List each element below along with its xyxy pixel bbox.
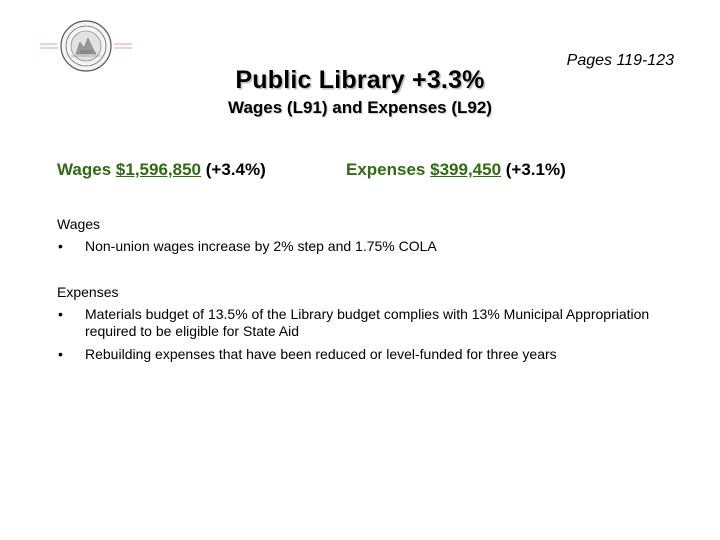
list-item <box>57 306 657 340</box>
list-item <box>57 238 657 255</box>
expenses-summary-label: Expenses <box>346 160 426 179</box>
wages-summary-amount: $1,596,850 <box>115 160 201 179</box>
expenses-section-title: Expenses <box>57 284 119 300</box>
list-item-text: Non-union wages increase by 2% step and 1.75% COLA <box>85 238 437 254</box>
expenses-summary-change: (+3.1%) <box>505 160 566 179</box>
bullet-icon: • <box>58 306 63 322</box>
wages-section-title: Wages <box>57 216 101 232</box>
expenses-bullet-list <box>57 306 657 369</box>
slide-subtitle: Wages (L91) and Expenses (L92) <box>228 98 492 117</box>
wages-bullet-list <box>57 238 657 261</box>
expenses-summary-amount: $399,450 <box>430 160 502 179</box>
wages-summary-label: Wages <box>57 160 112 179</box>
list-item-text: Materials budget of 13.5% of the Library budget complies with 13% Municipal Appropriation required to be eligible for State Aid <box>85 306 650 339</box>
wages-summary <box>57 160 266 180</box>
expenses-summary <box>346 160 566 180</box>
list-item <box>57 346 657 363</box>
slide-title: Public Library +3.3% <box>235 66 485 94</box>
pages-reference: Pages 119-123 <box>566 52 674 69</box>
wages-summary-change: (+3.4%) <box>205 160 266 179</box>
bullet-icon: • <box>58 346 63 362</box>
list-item-text: Rebuilding expenses that have been reduced or level-funded for three years <box>85 346 557 362</box>
bullet-icon: • <box>58 238 63 254</box>
